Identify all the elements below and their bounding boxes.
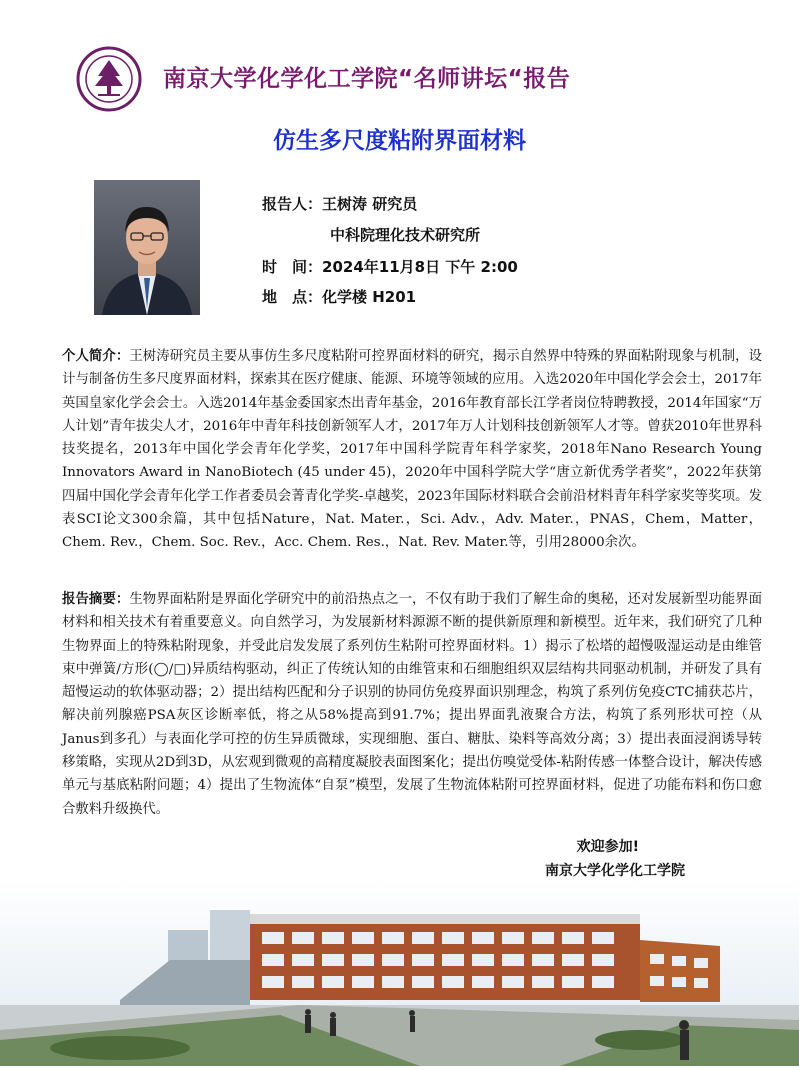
talk-abstract bbox=[62, 588, 762, 821]
talk-place: 化学楼 H201 bbox=[322, 288, 417, 306]
time-label: 时 间： bbox=[262, 258, 323, 276]
talk-time: 2024年11月8日 下午 2:00 bbox=[322, 258, 518, 276]
abstract-text: 生物界面粘附是界面化学研究中的前沿热点之一，不仅有助于我们了解生命的奥秘，还对发展新型功能界面材料和相关技术有着重要意义。向自然学习，为发展新材料源源不断的提供新原理和新模型。近年来，我们研究了几种生物界面上的特殊粘附现象，并受此启发发展了系列仿生粘附可控界面材料。1）揭示了松塔的超慢吸湿运动是由维管束中弹簧/方形(◯/□)异质结构驱动，纠正了传统认知的由维管束和石细胞组织双层结构共同驱动机制，并研发了具有超慢运动的软体驱动器；2）提出结构匹配和分子识别的协同仿免疫界面识别理念，构筑了系列仿免疫CTC捕获芯片，解决前列腺癌PSA灰区诊断率低，将之从58%提高到91.7%；提出界面乳液聚合方法，构筑了系列形状可控（从Janus到多孔）与表面化学可控的仿生异质微球，实现细胞、蛋白、糖肽、染料等高效分离；3）提出表面浸润诱导转移策略，实现从2D到3D，从宏观到微观的高精度凝胶表面图案化；提出仿嗅觉受体-粘附传感一体整合设计，解决传感单元与基底粘附问题；4）提出了生物流体“自泵”模型，发展了生物流体粘附可控界面材料，促进了功能布料和伤口愈合敷料升级换代。 bbox=[62, 592, 763, 817]
bio-text: 王树涛研究员主要从事仿生多尺度粘附可控界面材料的研究，揭示自然界中特殊的界面粘附现象与机制，设计与制备仿生多尺度界面材料，探索其在医疗健康、能源、环境等领域的应用。入选2020年中国化学会会士，2017年英国皇家化学会会士。入选2014年基金委国家杰出青年基金，2016年教育部长江学者岗位特聘教授，2014年国家“万人计划”青年拔尖人才，2016年中青年科技创新领军人才，2017年万人计划科技创新领军人才等。曾获2010年世界科技奖提名，2013年中国化学会青年化学奖，2017年中国科学院青年科学家奖，2018年Nano Research Young Innovators Award in NanoBiotech (45 under 45)，2020年中国科学院大学“唐立新优秀学者奖”，2022年获第四届中国化学会青年化学工作者委员会菁青化学奖-卓越奖，2023年国际材料联合会前沿材料青年科学家奖等奖项。发表SCI论文300余篇，其中包括Nature，Nat. Mater.，Sci. Adv.，Adv. Mater.，PNAS，Chem，Matter，Chem. Rev.，Chem. Soc. Rev.，Acc. Chem. Res.，Nat. Rev. Mater.等，引用28000余次。 bbox=[62, 349, 763, 551]
abstract-label: 报告摘要： bbox=[62, 592, 130, 607]
bio-label: 个人简介： bbox=[62, 349, 130, 364]
place-label: 地 点： bbox=[262, 288, 323, 306]
school-name: 南京大学化学化工学院 bbox=[545, 863, 685, 879]
talk-title: 仿生多尺度粘附界面材料 bbox=[273, 128, 526, 154]
header-title: 南京大学化学化工学院“名师讲坛“报告 bbox=[163, 66, 571, 92]
speaker-photo bbox=[94, 180, 200, 315]
speaker-bio bbox=[62, 345, 762, 555]
building-illustration bbox=[0, 880, 799, 1066]
university-logo bbox=[76, 42, 142, 116]
welcome-text: 欢迎参加! bbox=[576, 839, 639, 855]
speaker-affiliation: 中科院理化技术研究所 bbox=[330, 226, 481, 244]
speaker-name: 王树涛 研究员 bbox=[322, 195, 418, 213]
speaker-label: 报告人： bbox=[262, 195, 323, 213]
